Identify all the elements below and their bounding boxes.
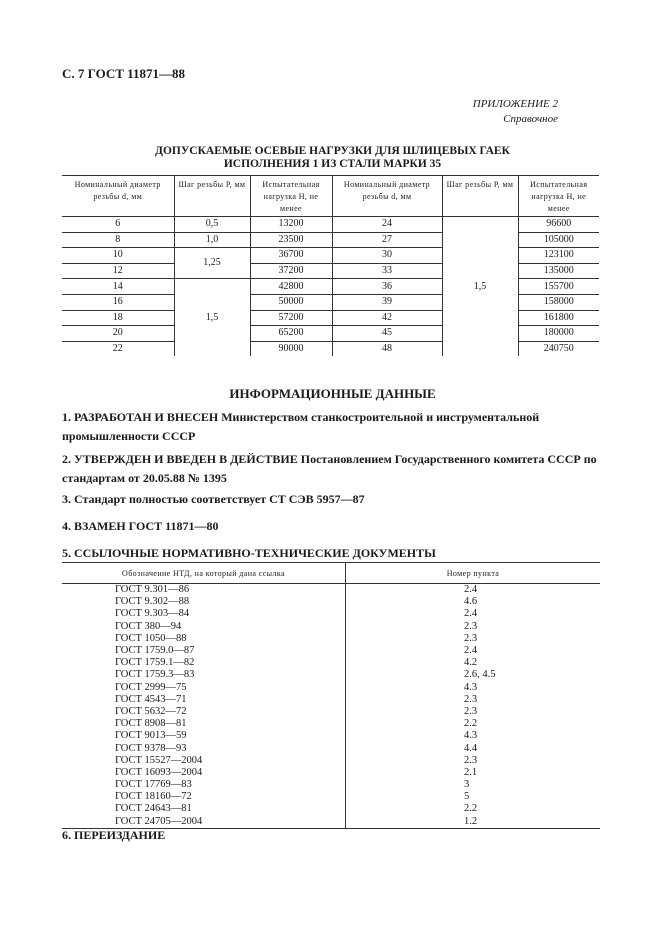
info-item-text: Постановлением Государственного комитета СССР по стандартам от 20.05.88 № 1395 [62,452,597,485]
load-cell: 123100 [518,248,599,264]
reference-clause-cell: 1.2 [346,816,601,829]
reference-doc-cell: ГОСТ 1759.3—83 [115,669,195,681]
info-item-lead: 2. УТВЕРЖДЕН И ВВЕДЕН В ДЕЙСТВИЕ [62,452,298,466]
table-row [62,730,600,742]
info-item-reissue: 6. ПЕРЕИЗДАНИЕ [62,828,166,842]
reference-doc-cell: ГОСТ 2999—75 [115,681,187,693]
diameter-cell: 24 [332,217,442,233]
diameter-cell: 22 [112,343,123,355]
table-row [62,767,600,779]
reference-clause-cell: 2.2 [346,803,601,815]
diameter-cell: 42 [332,310,442,326]
diameter-cell: 6 [62,217,174,233]
pitch-cell: 1,5 [442,217,518,357]
pitch-cell: 0,5 [174,217,250,233]
reference-clause-cell: 4.3 [346,682,601,694]
diameter-cell: 36 [332,279,442,295]
info-item-developed [62,408,602,446]
reference-clause-cell: 4.6 [346,596,601,608]
diameter-cell: 16 [62,294,174,310]
reference-doc-cell: ГОСТ 1050—88 [115,632,187,644]
page-header: С. 7 ГОСТ 11871—88 [62,66,185,81]
pitch-cell: 1,5 [174,279,250,356]
reference-doc-cell: ГОСТ 24705—2004 [115,815,203,827]
references-table-body [62,584,600,829]
table-row [62,326,599,342]
info-item-text: Министерством станкостроительной и инструментальной промышленности СССР [62,410,540,443]
load-cell: 161800 [518,310,599,326]
load-cell: 50000 [250,294,332,310]
table-row [62,669,600,681]
reference-doc-cell: ГОСТ 8908—81 [115,718,187,730]
reference-clause-cell: 2.3 [346,694,601,706]
load-cell: 158000 [518,294,599,310]
table-row [62,706,600,718]
reference-clause-cell: 2.3 [346,633,601,645]
table-row [62,294,599,310]
table-row [62,791,600,803]
reference-clause-cell: 3 [346,779,601,791]
header-load: Испытательная нагрузка Н, не менее [250,176,332,217]
header-diameter: Номинальный диаметр резьбы d, мм [62,176,174,217]
appendix-title: ПРИЛОЖЕНИЕ 2 [472,98,558,110]
load-cell: 240750 [518,341,599,356]
diameter-cell: 12 [62,263,174,279]
diameter-cell: 14 [62,279,174,295]
table-title-line-1: ДОПУСКАЕМЫЕ ОСЕВЫЕ НАГРУЗКИ ДЛЯ ШЛИЦЕВЫХ ГАЕК [155,145,510,157]
reference-clause-cell: 4.3 [346,730,601,742]
appendix-subtitle: Справочное [503,113,558,125]
table-row [62,755,600,767]
load-cell: 96600 [518,217,599,233]
reference-clause-cell: 5 [346,791,601,803]
reference-doc-cell: ГОСТ 4543—71 [115,693,187,705]
table-row [62,621,600,633]
diameter-cell: 10 [62,248,174,264]
diameter-cell: 33 [332,263,442,279]
diameter-cell: 30 [332,248,442,264]
reference-clause-cell: 2.4 [346,584,601,597]
table-row [62,217,599,233]
reference-clause-cell: 2.6, 4.5 [346,669,601,681]
info-item-replaces: 4. ВЗАМЕН ГОСТ 11871—80 [62,519,219,533]
table-row [62,742,600,754]
reference-clause-cell: 2.2 [346,718,601,730]
reference-clause-cell: 2.4 [346,608,601,620]
load-cell: 180000 [518,326,599,342]
references-table [62,562,600,829]
diameter-cell: 18 [62,310,174,326]
table-row [62,718,600,730]
pitch-cell: 1,0 [174,232,250,248]
reference-doc-cell: ГОСТ 9.301—86 [115,584,190,596]
load-cell: 13200 [250,217,332,233]
reference-doc-cell: ГОСТ 9013—59 [115,730,187,742]
header-pitch: Шаг резьбы Р, мм [442,176,518,217]
load-cell: 42800 [250,279,332,295]
diameter-cell: 20 [62,326,174,342]
diameter-cell: 8 [62,232,174,248]
reference-doc-cell: ГОСТ 9.303—84 [115,608,190,620]
header-load: Испытательная нагрузка Н, не менее [518,176,599,217]
info-item-references: 5. ССЫЛОЧНЫЕ НОРМАТИВНО-ТЕХНИЧЕСКИЕ ДОКУМЕНТЫ [62,546,436,560]
diameter-cell: 48 [332,341,442,356]
load-cell: 105000 [518,232,599,248]
table-title-line-2: ИСПОЛНЕНИЯ 1 ИЗ СТАЛИ МАРКИ 35 [223,158,442,170]
info-heading: ИНФОРМАЦИОННЫЕ ДАННЫЕ [229,386,436,401]
info-item-lead: 1. РАЗРАБОТАН И ВНЕСЕН [62,410,219,424]
header-doc: Обозначение НТД, на который дана ссылка [62,563,346,584]
references-table-header [62,563,600,584]
table-row [62,596,600,608]
reference-doc-cell: ГОСТ 9.302—88 [115,596,190,608]
load-cell: 65200 [250,326,332,342]
table-row [62,633,600,645]
reference-doc-cell: ГОСТ 5632—72 [115,705,187,717]
table-row [62,682,600,694]
info-item-conformity: 3. Стандарт полностью соответствует СТ СЭВ 5957—87 [62,492,365,506]
header-diameter: Номинальный диаметр резьбы d, мм [332,176,442,217]
reference-clause-cell: 2.3 [346,621,601,633]
load-cell: 57200 [250,310,332,326]
table-row [62,694,600,706]
table-row [62,608,600,620]
reference-doc-cell: ГОСТ 15527—2004 [115,754,203,766]
appendix-label [473,97,558,127]
header-pitch: Шаг резьбы Р, мм [174,176,250,217]
reference-doc-cell: ГОСТ 1759.1—82 [115,657,195,669]
reference-clause-cell: 2.1 [346,767,601,779]
load-cell: 90000 [250,341,332,356]
table-row [62,341,599,356]
reference-clause-cell: 2.3 [346,755,601,767]
table-row [62,803,600,815]
table-row [62,248,599,264]
table-row [62,279,599,295]
load-cell: 23500 [250,232,332,248]
table-row [62,657,600,669]
reference-doc-cell: ГОСТ 1759.0—87 [115,645,195,657]
reference-doc-cell: ГОСТ 24643—81 [115,803,192,815]
load-cell: 135000 [518,263,599,279]
table-title [60,145,605,171]
reference-doc-cell: ГОСТ 18160—72 [115,791,192,803]
reference-clause-cell: 2.4 [346,645,601,657]
table-row [62,645,600,657]
reference-clause-cell: 2.3 [346,706,601,718]
pitch-cell: 1,25 [174,248,250,279]
diameter-cell: 27 [332,232,442,248]
load-cell: 155700 [518,279,599,295]
loads-table-header [62,176,599,217]
table-row [62,779,600,791]
load-cell: 37200 [250,263,332,279]
header-clause: Номер пункта [346,563,601,584]
reference-doc-cell: ГОСТ 17769—83 [115,779,192,791]
info-item-approved [62,450,602,488]
diameter-cell: 45 [332,326,442,342]
table-row [62,584,600,597]
reference-doc-cell: ГОСТ 16093—2004 [115,766,203,778]
diameter-cell: 39 [332,294,442,310]
reference-doc-cell: ГОСТ 9378—93 [115,742,187,754]
reference-clause-cell: 4.4 [346,742,601,754]
table-row [62,263,599,279]
loads-table [62,175,599,356]
reference-doc-cell: ГОСТ 380—94 [115,620,182,632]
table-row [62,232,599,248]
reference-clause-cell: 4.2 [346,657,601,669]
table-row [62,310,599,326]
load-cell: 36700 [250,248,332,264]
